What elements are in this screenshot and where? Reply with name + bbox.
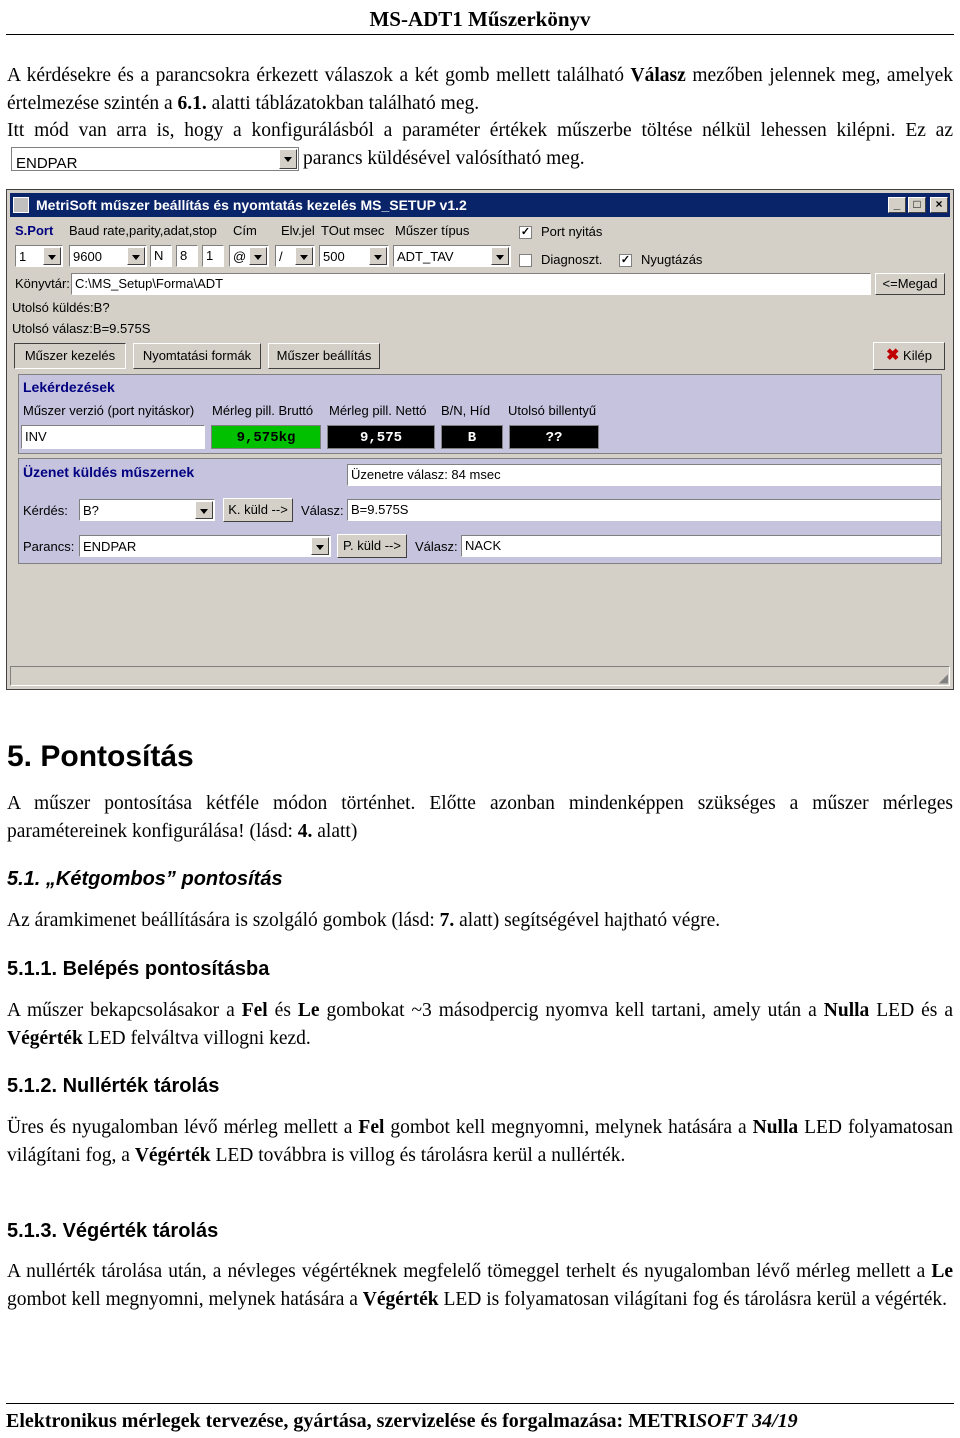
- dropdown-arrow-icon[interactable]: [127, 247, 145, 265]
- cim-label: Cím: [233, 223, 257, 238]
- bn-display: B: [441, 425, 503, 449]
- valasz2-label: Válasz:: [415, 539, 458, 554]
- brutto-display: 9,575kg: [211, 425, 321, 449]
- uzenet-title: Üzenet küldés műszernek: [23, 464, 195, 480]
- valasz1-field: B=9.575S: [347, 499, 941, 521]
- k-kuld-button[interactable]: K. küld -->: [223, 498, 293, 522]
- uzenetre-valasz-field: Üzenetre válasz: 84 msec: [347, 464, 941, 486]
- tab-nyomtatasi-formak[interactable]: Nyomtatási formák: [133, 343, 261, 369]
- dropdown-arrow-icon[interactable]: [249, 247, 267, 265]
- status-bar: [10, 666, 950, 686]
- intro-paragraph-2: Itt mód van arra is, hogy a konfigurálásból a paraméter értékek műszerbe töltése nélkül lehessen kilépni. Ez az ENDPAR parancs küldésével valósítható meg.: [7, 120, 953, 173]
- query-label-netto: Mérleg pill. Nettó: [329, 403, 427, 418]
- dropdown-arrow-icon[interactable]: [195, 501, 213, 519]
- kerdes-combo[interactable]: B?: [79, 499, 215, 521]
- utolso-kuldes-label: Utolsó küldés:B?: [12, 300, 110, 315]
- tout-combo[interactable]: 500: [319, 245, 389, 267]
- section-5-1-1-paragraph: A műszer bekapcsolásakor a Fel és Le gombokat ~3 másodpercig nyomva kell tartani, amely után a Nulla LED és a Végérték LED felváltva villogni kezd.: [7, 1000, 954, 1049]
- diagnoszt-label: Diagnoszt.: [541, 252, 603, 267]
- close-x-icon: ✖: [886, 347, 900, 364]
- section-5-1-3-paragraph: A nullérték tárolása után, a névleges végértéknek megfelelő tömeggel terhelt és nyugalomban lévő mérleg mellett a Le gombot kell megnyomni, melynek hatására a Végérték LED is folyamatosan világítani fog és tárolásra kerül a végérték.: [7, 1261, 953, 1310]
- endpar-combo-image: ENDPAR: [11, 147, 299, 171]
- parity-field[interactable]: N: [150, 245, 172, 267]
- window-title: MetriSoft műszer beállítás és nyomtatás kezelés MS_SETUP v1.2: [36, 197, 467, 213]
- kilep-button[interactable]: ✖ Kilép: [873, 342, 945, 370]
- lekerdezesek-title: Lekérdezések: [23, 379, 115, 395]
- dropdown-arrow-icon[interactable]: [295, 247, 313, 265]
- baud-label: Baud rate,parity,adat,stop: [69, 223, 217, 238]
- dropdown-arrow-icon[interactable]: [491, 247, 509, 265]
- section-5-1-title: 5.1. „Kétgombos” pontosítás: [7, 868, 283, 890]
- tipus-combo[interactable]: ADT_TAV: [393, 245, 511, 267]
- tipus-label: Műszer típus: [395, 223, 470, 238]
- section-5-1-1-title: 5.1.1. Belépés pontosításba: [7, 958, 270, 980]
- megad-button[interactable]: <=Megad: [875, 273, 945, 295]
- section-5-paragraph: A műszer pontosítása kétféle módon történhet. Előtte azonban mindenképpen szükséges a műszer mérleges paramétereinek konfigurálása! (lásd: 4. alatt): [7, 793, 953, 842]
- diagnoszt-checkbox[interactable]: [519, 254, 532, 267]
- query-label-bn: B/N, Híd: [441, 403, 491, 418]
- valasz2-field: NACK: [461, 535, 941, 557]
- page-number: 34/19: [752, 1410, 798, 1432]
- sport-combo[interactable]: 1: [15, 245, 63, 267]
- data-bits-field[interactable]: 8: [176, 245, 198, 267]
- cim-combo[interactable]: @: [229, 245, 269, 267]
- parancs-label: Parancs:: [23, 539, 75, 554]
- konyvtar-label: Könyvtár:: [15, 276, 70, 291]
- utolso-valasz-label: Utolsó válasz:B=9.575S: [12, 321, 151, 336]
- query-label-billentyu: Utolsó billentyű: [508, 403, 597, 418]
- stop-bits-field[interactable]: 1: [202, 245, 224, 267]
- page-footer: Elektronikus mérlegek tervezése, gyártása, szervizelése és forgalmazása: METRISOFT 34/19: [6, 1403, 954, 1434]
- dropdown-arrow-icon[interactable]: [43, 247, 61, 265]
- maximize-button[interactable]: □: [908, 197, 926, 213]
- title-bar: [10, 193, 950, 217]
- verzio-field: INV: [21, 425, 205, 449]
- app-window: [6, 189, 954, 690]
- dropdown-arrow-icon[interactable]: [369, 247, 387, 265]
- query-label-verzio: Műszer verzió (port nyitáskor): [23, 403, 195, 418]
- app-icon: [13, 197, 29, 213]
- nyugtazas-checkbox[interactable]: ✓: [620, 254, 631, 266]
- p-kuld-button[interactable]: P. küld -->: [337, 534, 407, 558]
- dropdown-arrow-icon: [279, 149, 297, 169]
- section-5-1-paragraph: Az áramkimenet beállítására is szolgáló gombok (lásd: 7. alatt) segítségével hajtható végre.: [7, 910, 721, 931]
- valasz1-label: Válasz:: [301, 503, 344, 518]
- query-label-brutto: Mérleg pill. Bruttó: [212, 403, 314, 418]
- minimize-button[interactable]: _: [888, 197, 906, 213]
- section-5-1-2-title: 5.1.2. Nullérték tárolás: [7, 1075, 220, 1097]
- billentyu-display: ??: [509, 425, 599, 449]
- page-header: MS-ADT1 Műszerkönyv: [6, 0, 954, 35]
- nyugtazas-label: Nyugtázás: [641, 252, 703, 267]
- port-nyitas-checkbox[interactable]: ✓: [520, 226, 531, 238]
- dropdown-arrow-icon[interactable]: [311, 537, 329, 555]
- baud-combo[interactable]: 9600: [69, 245, 147, 267]
- elvjel-combo[interactable]: /: [275, 245, 315, 267]
- intro-paragraph-1: A kérdésekre és a parancsokra érkezett válaszok a két gomb mellett található Válasz mezőben jelennek meg, amelyek értelmezése szintén a 6.1. alatti táblázatokban található meg.: [7, 65, 953, 114]
- parancs-combo[interactable]: ENDPAR: [79, 535, 331, 557]
- resize-grip-icon[interactable]: ◢: [938, 671, 948, 685]
- tout-label: TOut msec: [321, 223, 385, 238]
- kerdes-label: Kérdés:: [23, 503, 68, 518]
- sport-label: S.Port: [15, 223, 54, 238]
- close-button[interactable]: ×: [930, 197, 948, 213]
- tab-muszer-beallitas[interactable]: Műszer beállítás: [268, 343, 380, 369]
- konyvtar-input[interactable]: C:\MS_Setup\Forma\ADT: [71, 273, 871, 295]
- elvjel-label: Elv.jel: [281, 223, 315, 238]
- section-5-1-2-paragraph: Üres és nyugalomban lévő mérleg mellett a Fel gombot kell megnyomni, melynek hatására a Nulla LED folyamatosan világítani fog, a Végérték LED továbbra is villog és tárolásra kerül a nullérték.: [7, 1117, 953, 1166]
- section-5-1-3-title: 5.1.3. Végérték tárolás: [7, 1220, 219, 1242]
- tab-muszer-kezeles[interactable]: Műszer kezelés: [14, 343, 126, 369]
- port-nyitas-label: Port nyitás: [541, 224, 603, 239]
- section-5-title: 5. Pontosítás: [7, 740, 194, 773]
- netto-display: 9,575: [327, 425, 435, 449]
